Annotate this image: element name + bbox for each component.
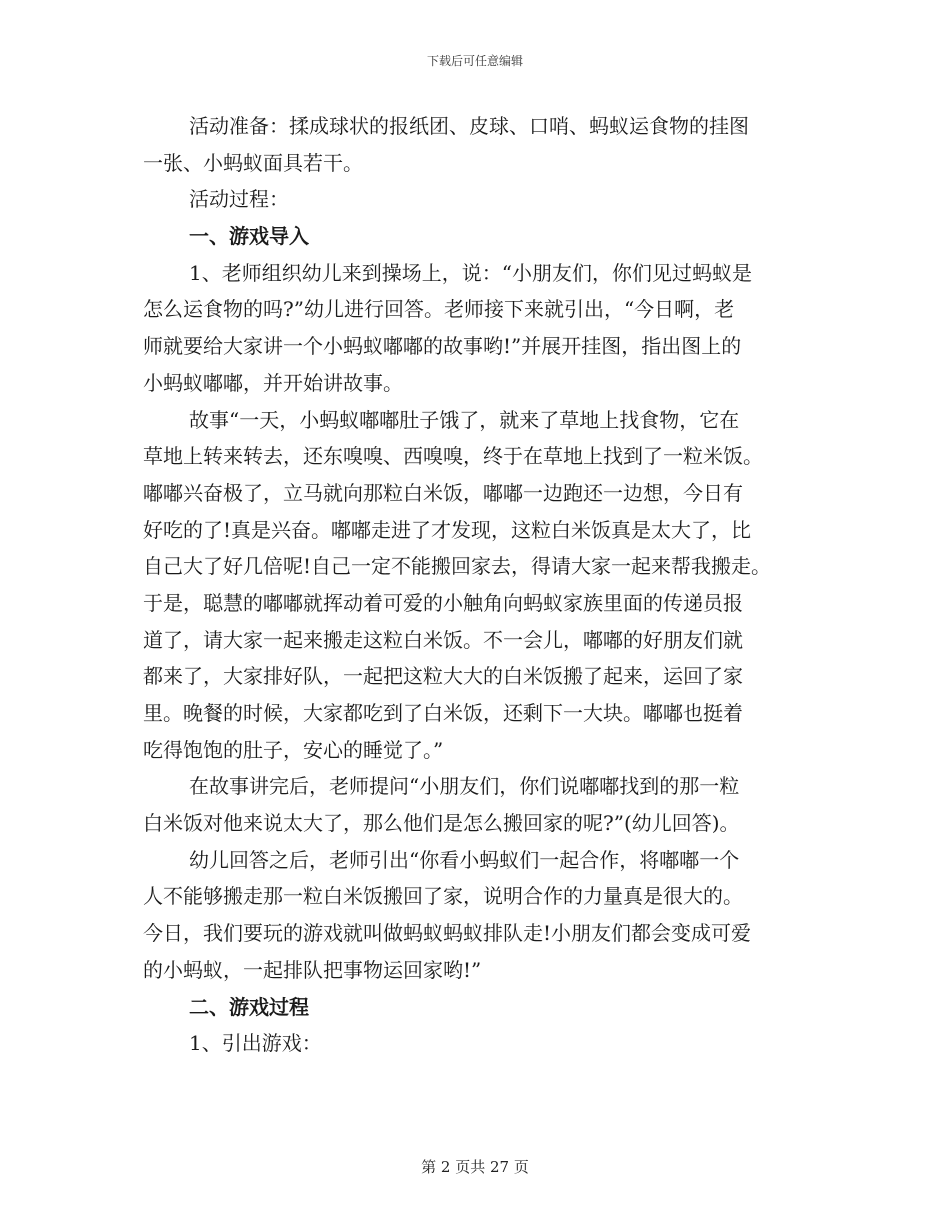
text-line: 里。晚餐的时候，大家都吃到了白米饭，还剩下一大块。嘟嘟也挺着 (143, 701, 743, 725)
text-line: 怎么运食物的吗?”幼儿进行回答。老师接下来就引出，“今日啊，老 (143, 297, 735, 322)
text-line: 吃得饱饱的肚子，安心的睡觉了。” (143, 737, 444, 762)
text-line: 师就要给大家讲一个小蚂蚁嘟嘟的故事哟!”并展开挂图，指出图上的 (143, 334, 742, 359)
text-line: 1、引出游戏： (189, 1031, 322, 1056)
text-line: 1、老师组织幼儿来到操场上，说：“小朋友们，你们见过蚂蚁是 (189, 260, 752, 285)
text-line: 嘟嘟兴奋极了，立马就向那粒白米饭，嘟嘟一边跑还一边想，今日有 (143, 480, 743, 505)
text-line: 人不能够搬走那一粒白米饭搬回了家，说明合作的力量真是很大的。 (143, 884, 743, 909)
text-line: 活动过程： (189, 187, 289, 212)
section-heading: 一、游戏导入 (189, 224, 309, 249)
text-line: 都来了，大家排好队，一起把这粒大大的白米饭搬了起来，运回了家 (143, 664, 743, 689)
text-line: 好吃的了!真是兴奋。嘟嘟走进了才发现，这粒白米饭真是太大了，比 (143, 517, 752, 542)
text-line: 今日，我们要玩的游戏就叫做蚂蚁蚂蚁排队走!小朋友们都会变成可爱 (143, 921, 752, 946)
text-line: 于是，聪慧的嘟嘟就挥动着可爱的小触角向蚂蚁家族里面的传递员报 (143, 590, 743, 615)
text-line: 活动准备：揉成球状的报纸团、皮球、口哨、蚂蚁运食物的挂图 (189, 114, 749, 138)
document-body (143, 108, 823, 1062)
text-line: 一张、小蚂蚁面具若干。 (143, 150, 363, 175)
text-line: 故事“一天，小蚂蚁嘟嘟肚子饿了，就来了草地上找食物，它在 (189, 407, 740, 432)
text-line: 幼儿回答之后，老师引出“你看小蚂蚁们一起合作，将嘟嘟一个 (189, 847, 740, 872)
page-footer: 第 2 页共 27 页 (421, 1158, 529, 1176)
text-line: 白米饭对他来说太大了，那么他们是怎么搬回家的呢?”(幼儿回答)。 (143, 811, 740, 836)
text-line: 草地上转来转去，还东嗅嗅、西嗅嗅，终于在草地上找到了一粒米饭。 (143, 444, 763, 469)
text-line: 的小蚂蚁，一起排队把事物运回家哟!” (143, 957, 482, 982)
text-line: 在故事讲完后，老师提问“小朋友们，你们说嘟嘟找到的那一粒 (189, 774, 740, 799)
text-line: 小蚂蚁嘟嘟，并开始讲故事。 (143, 370, 403, 395)
page-header-note: 下载后可任意编辑 (426, 54, 523, 68)
text-line: 道了，请大家一起来搬走这粒白米饭。不一会儿，嘟嘟的好朋友们就 (143, 627, 743, 652)
section-heading: 二、游戏过程 (189, 994, 309, 1019)
text-line: 自己大了好几倍呢!自己一定不能搬回家去，得请大家一起来帮我搬走。 (143, 554, 772, 579)
